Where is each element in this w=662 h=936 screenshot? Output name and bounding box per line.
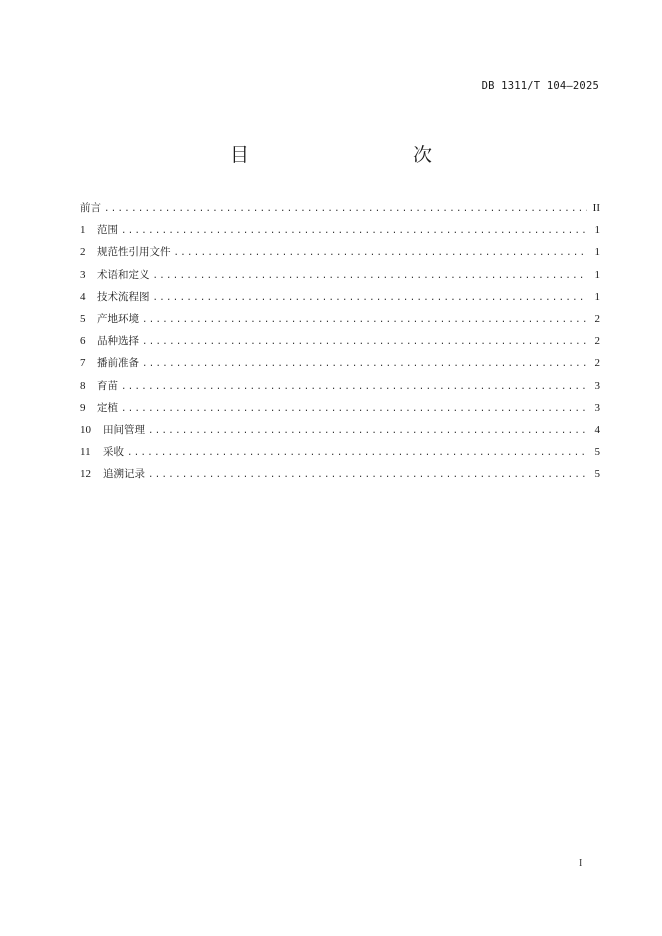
- toc-entry-page: 1: [594, 224, 600, 237]
- toc-entry-text: 采收: [103, 446, 124, 459]
- toc-entry-2[interactable]: [80, 244, 600, 266]
- toc-entry-7[interactable]: [80, 355, 600, 377]
- toc-entry-10[interactable]: [80, 422, 600, 444]
- toc-entry-4[interactable]: [80, 289, 600, 311]
- toc-entry-5[interactable]: [80, 311, 600, 333]
- toc-entry-number: 4: [80, 290, 86, 303]
- toc-dot-leader: [142, 312, 587, 328]
- toc-entry-text: 品种选择: [97, 335, 139, 348]
- toc-entry-6[interactable]: [80, 333, 600, 355]
- toc-entry-text: 育苗: [97, 379, 118, 392]
- toc-entry-number: 1: [80, 224, 86, 237]
- toc-entry-number: 9: [80, 401, 86, 414]
- toc-entry-text: 规范性引用文件: [97, 246, 171, 259]
- toc-title: 目 次: [229, 144, 474, 166]
- toc-entry-page: 3: [594, 401, 600, 414]
- table-of-contents: [80, 200, 600, 488]
- toc-entry-number: 5: [80, 312, 86, 325]
- toc-entry-number: 2: [80, 246, 86, 259]
- toc-entry-page: 1: [594, 290, 600, 303]
- toc-dot-leader: [142, 356, 587, 372]
- toc-dot-leader: [121, 379, 587, 395]
- toc-entry-number: 6: [80, 335, 86, 348]
- toc-entry-text: 定植: [97, 401, 118, 414]
- toc-entry-page: 5: [594, 446, 600, 459]
- toc-entry-page: 1: [594, 268, 600, 281]
- toc-entry-page: 2: [594, 312, 600, 325]
- toc-dot-leader: [148, 467, 587, 483]
- toc-entry-8[interactable]: [80, 378, 600, 400]
- toc-entry-number: 7: [80, 357, 86, 370]
- toc-entry-page: 2: [594, 335, 600, 348]
- toc-entry-text: 术语和定义: [97, 268, 150, 281]
- toc-entry-page: 3: [594, 379, 600, 392]
- toc-dot-leader: [121, 223, 587, 239]
- toc-entry-9[interactable]: [80, 400, 600, 422]
- toc-dot-leader: [104, 201, 587, 217]
- toc-dot-leader: [148, 423, 587, 439]
- toc-dot-leader: [142, 334, 587, 350]
- toc-entry-3[interactable]: [80, 267, 600, 289]
- toc-dot-leader: [174, 245, 588, 261]
- toc-entry-12[interactable]: [80, 466, 600, 488]
- toc-entry-number: 12: [80, 468, 91, 481]
- toc-dot-leader: [153, 268, 588, 284]
- toc-entry-number: 10: [80, 423, 91, 436]
- toc-entry-number: 3: [80, 268, 86, 281]
- toc-entry-page: 2: [594, 357, 600, 370]
- toc-entry-text: 前言: [80, 202, 101, 214]
- toc-dot-leader: [127, 445, 587, 461]
- toc-entry-text: 范围: [97, 224, 118, 237]
- toc-entry-11[interactable]: [80, 444, 600, 466]
- toc-entry-text: 田间管理: [103, 423, 145, 436]
- toc-entry-page: 4: [594, 423, 600, 436]
- toc-entry-page: II: [592, 202, 600, 214]
- toc-entry-1[interactable]: [80, 222, 600, 244]
- toc-entry-foreword[interactable]: [80, 200, 600, 222]
- toc-entry-number: 11: [80, 446, 91, 459]
- toc-entry-text: 播前准备: [97, 357, 139, 370]
- page-number: I: [579, 858, 583, 869]
- toc-entry-text: 技术流程图: [97, 290, 150, 303]
- document-code: DB 1311/T 104—2025: [481, 80, 599, 92]
- toc-entry-page: 5: [594, 468, 600, 481]
- toc-dot-leader: [121, 401, 587, 417]
- toc-entry-page: 1: [594, 246, 600, 259]
- toc-entry-number: 8: [80, 379, 86, 392]
- toc-entry-text: 追溯记录: [103, 468, 145, 481]
- toc-entry-text: 产地环境: [97, 312, 139, 325]
- toc-dot-leader: [153, 290, 588, 306]
